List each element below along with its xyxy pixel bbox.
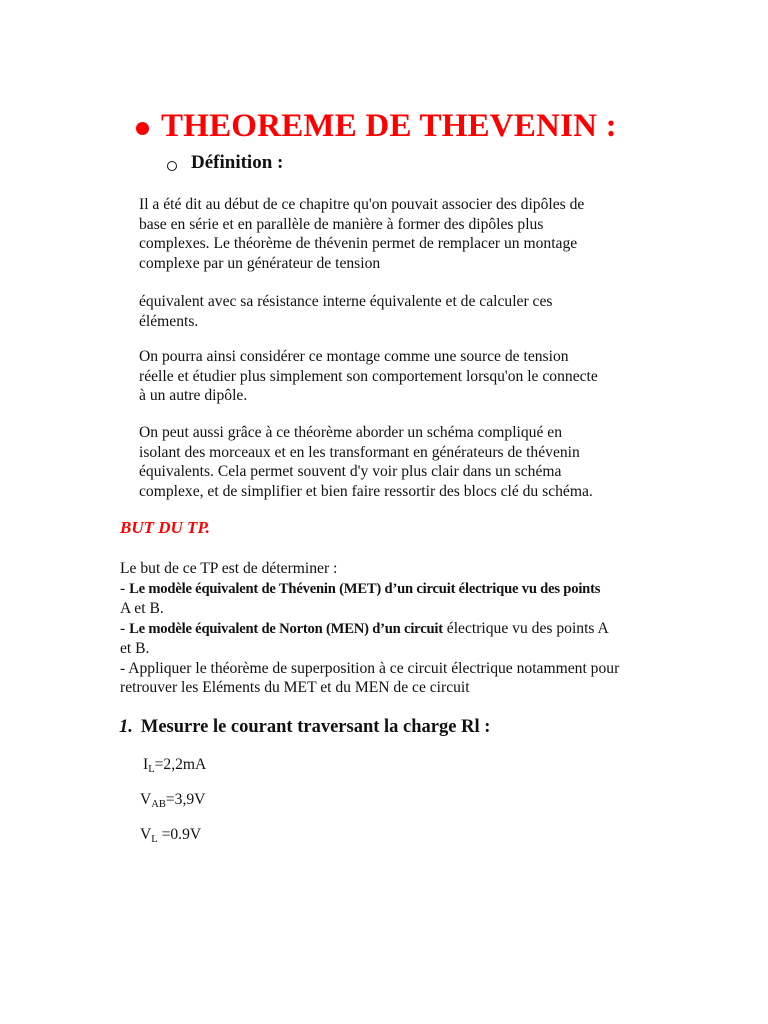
goal-heading: BUT DU TP. xyxy=(120,518,210,537)
paragraph-line: On pourra ainsi considérer ce montage comme une source de tension xyxy=(139,348,569,365)
section-title: Mesurre le courant traversant la charge Rl : xyxy=(140,717,491,737)
paragraph-line: à un autre dipôle. xyxy=(139,387,248,404)
paragraph-line: isolant des morceaux et en les transformant en générateurs de thévenin xyxy=(139,443,580,461)
paragraph-line: base en série et en parallèle de manière à former des dipôles plus xyxy=(139,215,544,233)
measurement-vl xyxy=(140,826,201,845)
definition-paragraph-1 xyxy=(139,195,679,273)
definition-heading-row xyxy=(167,152,283,174)
symbol: V xyxy=(140,791,152,808)
main-title-row xyxy=(136,108,617,145)
subscript: L xyxy=(151,834,158,845)
paragraph-line: éléments. xyxy=(139,312,199,330)
paragraph-line: On peut aussi grâce à ce théorème aborder un schéma compliqué en xyxy=(139,424,563,441)
main-title: THEOREME DE THEVENIN : xyxy=(161,108,617,144)
goal-intro: Le but de ce TP est de déterminer : xyxy=(120,560,338,577)
section-1-heading xyxy=(119,717,490,738)
dash: - xyxy=(120,579,130,597)
subscript: AB xyxy=(151,799,166,810)
definition-heading: Définition : xyxy=(191,152,284,173)
definition-paragraph-4 xyxy=(139,423,679,501)
goal-item-2 xyxy=(120,619,700,640)
goal-item-3: - Appliquer le théorème de superposition à ce circuit électrique notamment pour xyxy=(120,659,620,677)
subscript: L xyxy=(148,764,155,775)
goal-list xyxy=(120,559,700,698)
value: =0.9V xyxy=(157,826,202,843)
dash: - xyxy=(120,619,130,637)
goal-item-3-continued: retrouver les Eléments du MET et du MEN de ce circuit xyxy=(120,679,470,696)
goal-item-2-rest: électrique vu des points A xyxy=(442,619,609,637)
paragraph-line: réelle et étudier plus simplement son comportement lorsqu'on le connecte xyxy=(139,367,598,385)
goal-item-2-bold: Le modèle équivalent de Norton (MEN) d’un circuit xyxy=(129,620,443,637)
paragraph-line: complexe, et de simplifier et bien faire ressortir des blocs clé du schéma. xyxy=(139,482,593,500)
paragraph-line: Il a été dit au début de ce chapitre qu'on pouvait associer des dipôles de xyxy=(139,196,585,213)
paragraph-line: équivalents. Cela permet souvent d'y voir plus clair dans un schéma xyxy=(139,463,562,480)
value: =3,9V xyxy=(165,791,206,808)
symbol: V xyxy=(140,826,152,843)
section-number: 1. xyxy=(119,717,133,737)
definition-paragraph-2 xyxy=(139,292,679,331)
goal-item-1 xyxy=(120,579,700,600)
hollow-bullet-icon xyxy=(167,161,177,171)
paragraph-line: complexes. Le théorème de thévenin permet de remplacer un montage xyxy=(139,235,578,252)
value: =2,2mA xyxy=(154,756,207,773)
bullet-icon xyxy=(136,122,149,135)
goal-item-1-bold: Le modèle équivalent de Thévenin (MET) d’un circuit électrique vu des points xyxy=(129,580,601,597)
definition-paragraph-3 xyxy=(139,347,679,406)
goal-item-2-continued: et B. xyxy=(120,640,150,657)
paragraph-line: équivalent avec sa résistance interne équivalente et de calculer ces xyxy=(139,293,553,310)
measurement-vab xyxy=(140,791,205,810)
paragraph-line: complexe par un générateur de tension xyxy=(139,254,381,272)
measurement-il xyxy=(143,756,206,775)
symbol: I xyxy=(143,756,149,773)
goal-item-1-continued: A et B. xyxy=(120,600,164,617)
